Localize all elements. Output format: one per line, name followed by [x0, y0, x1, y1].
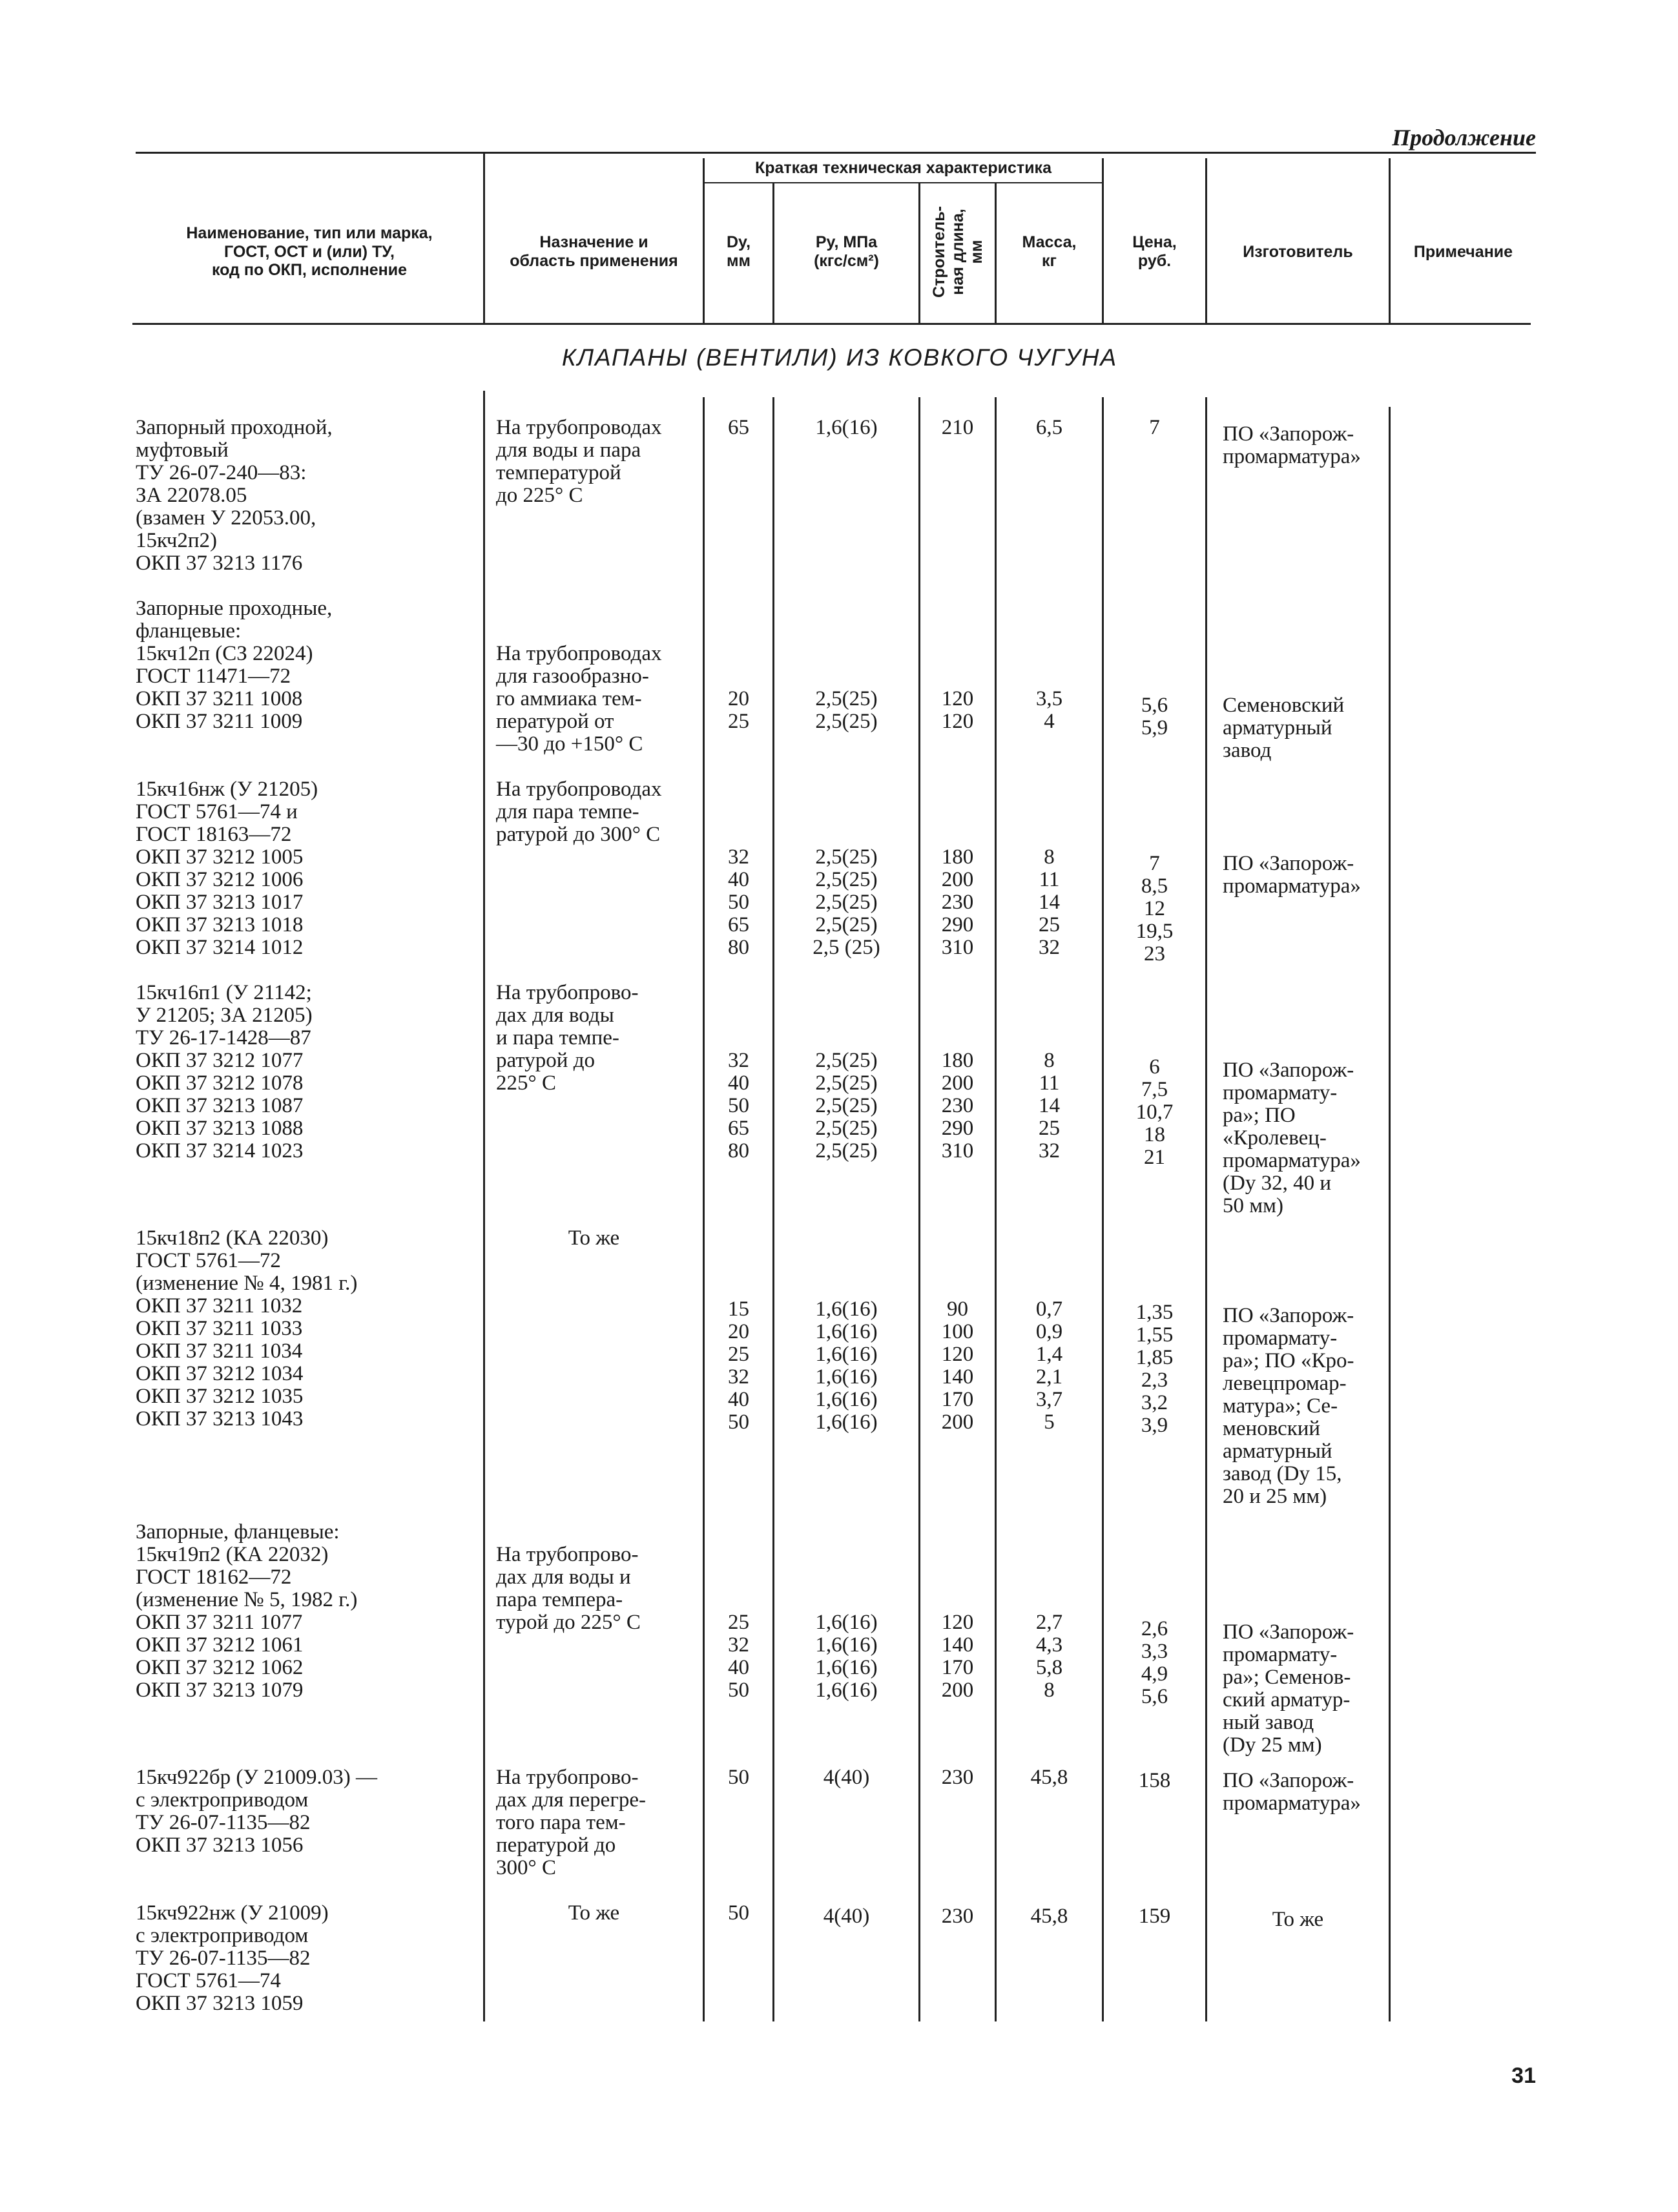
row-1-name: Запорные проходные, фланцевые: 15кч12п (СЗ 22024) ГОСТ 11471—72 ОКП 37 3211 1008 ОКП 37 3211 1009 — [136, 597, 333, 733]
header-py: Pу, МПа (кгс/см²) — [814, 233, 879, 270]
row-2-price: 7 8,5 12 19,5 23 — [1135, 852, 1174, 966]
row-2-length: 180 200 230 290 310 — [941, 845, 974, 959]
header-name: Наименование, тип или марка, ГОСТ, ОСТ и (или) ТУ, код по ОКП, исполнение — [186, 223, 433, 280]
row-4-name: 15кч18п2 (КА 22030) ГОСТ 5761—72 (изменение № 4, 1981 г.) ОКП 37 3211 1032 ОКП 37 3211 1033 ОКП 37 3211 1034 ОКП 37 3212 1034 ОКП 37 3212 1035 ОКП 37 3213 1043 — [136, 1226, 358, 1431]
body-col-sep — [1389, 407, 1391, 2021]
row-7-purpose: То же — [568, 1901, 620, 1925]
row-2-maker: ПО «Запорож- промарматура» — [1223, 852, 1361, 898]
header-tech-group: Краткая техническая характеристика — [755, 158, 1051, 177]
row-0-dy: 65 — [728, 416, 749, 439]
header-col-sep — [918, 182, 920, 323]
row-2-py: 2,5(25) 2,5(25) 2,5(25) 2,5(25) 2,5 (25) — [813, 845, 880, 959]
row-0-maker: ПО «Запорож- промарматура» — [1223, 422, 1361, 468]
body-col-sep — [1205, 397, 1207, 2021]
row-1-purpose: На трубопроводах для газообразно- го аммиака тем- пературой от —30 до +150° С — [496, 642, 662, 756]
section-title: КЛАПАНЫ (ВЕНТИЛИ) ИЗ КОВКОГО ЧУГУНА — [561, 344, 1118, 371]
row-7-dy: 50 — [728, 1901, 749, 1925]
row-0-py: 1,6(16) — [815, 416, 878, 439]
row-0-purpose: На трубопроводах для воды и пара температурой до 225° С — [496, 416, 662, 507]
row-7-length: 230 — [941, 1905, 974, 1928]
row-6-maker: ПО «Запорож- промарматура» — [1223, 1769, 1361, 1815]
row-1-mass: 3,5 4 — [1035, 687, 1063, 733]
row-5-name: Запорные, фланцевые: 15кч19п2 (КА 22032) ГОСТ 18162—72 (изменение № 5, 1982 г.) ОКП 37 3211 1077 ОКП 37 3212 1061 ОКП 37 3212 1062 ОКП 37 3213 1079 — [136, 1520, 358, 1702]
header-price: Цена, руб. — [1132, 233, 1177, 270]
row-5-length: 120 140 170 200 — [941, 1611, 974, 1702]
row-6-name: 15кч922бр (У 21009.03) — с электроприводом ТУ 26-07-1135—82 ОКП 37 3213 1056 — [136, 1766, 377, 1857]
tech-group-rule — [703, 182, 1102, 183]
row-2-name: 15кч16нж (У 21205) ГОСТ 5761—74 и ГОСТ 18163—72 ОКП 37 3212 1005 ОКП 37 3212 1006 ОКП 37 3213 1017 ОКП 37 3213 1018 ОКП 37 3214 1012 — [136, 778, 318, 959]
body-col-sep — [483, 391, 485, 2021]
row-5-maker: ПО «Запорож- промармату- ра»; Семенов- ский арматур- ный завод (Dу 25 мм) — [1223, 1620, 1354, 1757]
row-2-dy: 32 40 50 65 80 — [728, 845, 749, 959]
row-4-maker: ПО «Запорож- промармату- ра»; ПО «Кро- левецпромар- матура»; Се- меновский арматурный завод (Dу 15, 20 и 25 мм) — [1223, 1304, 1354, 1508]
row-4-length: 90 100 120 140 170 200 — [941, 1297, 974, 1434]
row-1-price: 5,6 5,9 — [1141, 694, 1168, 739]
row-6-length: 230 — [941, 1766, 974, 1789]
row-3-mass: 8 11 14 25 32 — [1039, 1049, 1060, 1163]
row-1-maker: Семеновский арматурный завод — [1223, 694, 1345, 762]
row-3-maker: ПО «Запорож- промармату- ра»; ПО «Кролевец- промарматура» (Dу 32, 40 и 50 мм) — [1223, 1059, 1361, 1217]
row-4-purpose: То же — [568, 1226, 620, 1250]
row-4-dy: 15 20 25 32 40 50 — [728, 1297, 749, 1434]
row-4-price: 1,35 1,55 1,85 2,3 3,2 3,9 — [1135, 1301, 1174, 1437]
row-1-py: 2,5(25) 2,5(25) — [815, 687, 878, 733]
row-1-dy: 20 25 — [728, 687, 749, 733]
row-3-price: 6 7,5 10,7 18 21 — [1135, 1055, 1174, 1169]
row-6-purpose: На трубопрово- дах для перегре- того пара тем- пературой до 300° С — [496, 1766, 646, 1879]
header-maker: Изготовитель — [1243, 242, 1353, 261]
header-length: Строитель- ная длина, мм — [929, 206, 986, 298]
row-5-dy: 25 32 40 50 — [728, 1611, 749, 1702]
row-3-length: 180 200 230 290 310 — [941, 1049, 974, 1163]
row-5-mass: 2,7 4,3 5,8 8 — [1035, 1611, 1063, 1702]
row-5-price: 2,6 3,3 4,9 5,6 — [1141, 1617, 1168, 1708]
row-1-length: 120 120 — [941, 687, 974, 733]
header-bottom-rule — [132, 323, 1531, 325]
row-3-name: 15кч16п1 (У 21142; У 21205; ЗА 21205) ТУ 26-17-1428—87 ОКП 37 3212 1077 ОКП 37 3212 1078 ОКП 37 3213 1087 ОКП 37 3213 1088 ОКП 37 3214 1023 — [136, 981, 313, 1163]
row-3-py: 2,5(25) 2,5(25) 2,5(25) 2,5(25) 2,5(25) — [815, 1049, 878, 1163]
row-7-py: 4(40) — [823, 1905, 870, 1928]
row-5-purpose: На трубопрово- дах для воды и пара темпера- турой до 225° С — [496, 1543, 641, 1634]
header-purpose: Назначение и область применения — [510, 233, 678, 270]
page-number: 31 — [1511, 2063, 1536, 2088]
row-4-mass: 0,7 0,9 1,4 2,1 3,7 5 — [1035, 1297, 1063, 1434]
row-7-maker: То же — [1272, 1908, 1324, 1931]
row-7-price: 159 — [1138, 1905, 1171, 1928]
row-3-purpose: На трубопрово- дах для воды и пара темпе- ратурой до 225° С — [496, 981, 639, 1095]
row-2-purpose: На трубопроводах для пара темпе- ратурой до 300° С — [496, 778, 662, 846]
header-note: Примечание — [1413, 242, 1513, 261]
row-7-name: 15кч922нж (У 21009) с электроприводом ТУ 26-07-1135—82 ГОСТ 5761—74 ОКП 37 3213 1059 — [136, 1901, 329, 2015]
row-2-mass: 8 11 14 25 32 — [1039, 845, 1060, 959]
row-0-name: Запорный проходной, муфтовый ТУ 26-07-240—83: ЗА 22078.05 (взамен У 22053.00, 15кч2п2) ОКП 37 3213 1176 — [136, 416, 333, 575]
row-7-mass: 45,8 — [1030, 1905, 1068, 1928]
header-mass: Масса, кг — [1022, 233, 1077, 270]
header-dy: Dу, мм — [726, 233, 751, 270]
row-0-length: 210 — [941, 416, 974, 439]
row-5-py: 1,6(16) 1,6(16) 1,6(16) 1,6(16) — [815, 1611, 878, 1702]
continuation-label: Продолжение — [1392, 125, 1536, 150]
row-6-price: 158 — [1138, 1769, 1171, 1792]
row-0-mass: 6,5 — [1035, 416, 1063, 439]
row-6-mass: 45,8 — [1030, 1766, 1068, 1789]
row-6-py: 4(40) — [823, 1766, 870, 1789]
row-4-py: 1,6(16) 1,6(16) 1,6(16) 1,6(16) 1,6(16) 1,6(16) — [815, 1297, 878, 1434]
row-6-dy: 50 — [728, 1766, 749, 1789]
row-3-dy: 32 40 50 65 80 — [728, 1049, 749, 1163]
row-0-price: 7 — [1149, 416, 1160, 439]
